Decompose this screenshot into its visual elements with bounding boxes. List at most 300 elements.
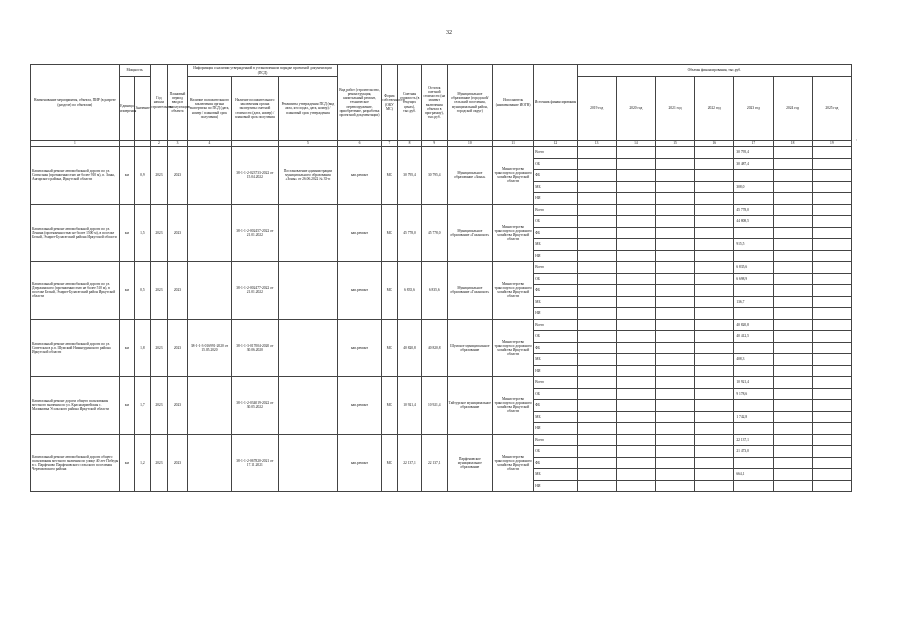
cell-expertise <box>187 262 231 320</box>
cell-amount-empty <box>577 181 616 193</box>
cell-amount-empty <box>812 262 851 274</box>
table-row <box>31 319 852 331</box>
cell-amount-2023: 44 808,5 <box>734 216 773 228</box>
table-row <box>31 262 852 274</box>
cell-amount-empty <box>577 216 616 228</box>
cell-amount-empty <box>773 262 812 274</box>
header-ownership: Форма собственности (ОКУ МС) <box>381 65 398 141</box>
cell-amount-empty <box>577 158 616 170</box>
cell-amount-empty <box>616 331 655 343</box>
cell-amount-empty <box>616 227 655 239</box>
cell-start: 2023 <box>150 377 168 435</box>
cell-source-label: МБ <box>534 296 577 308</box>
cell-amount-empty <box>577 250 616 262</box>
cell-amount-empty <box>812 147 851 159</box>
financing-table-frame <box>30 64 852 548</box>
cell-amount-empty <box>577 434 616 446</box>
cell-amount-2023: 6 835,6 <box>734 262 773 274</box>
cell-executor: Министерство транспорта и дорожного хозяйства Иркутской области <box>493 319 534 377</box>
cell-amount-empty <box>616 411 655 423</box>
cell-reliability: 38-1-1-2-002457-2022 от 21.01.2022 <box>232 204 278 262</box>
cell-amount-empty <box>616 181 655 193</box>
cell-amount-empty <box>812 216 851 228</box>
cell-amount-empty <box>577 480 616 492</box>
cell-amount-empty <box>616 319 655 331</box>
header-expertise: Наличие положительного заключения органа экспертизы по ПСД (дата, номер / плановый срок получения) <box>187 77 231 141</box>
cell-amount-empty <box>773 469 812 481</box>
cell-amount-empty <box>577 469 616 481</box>
cell-amount-empty <box>695 319 734 331</box>
column-number: 13 <box>577 141 616 147</box>
cell-source-label: МБ <box>534 354 577 366</box>
cell-estimate: 45 778,0 <box>398 204 422 262</box>
cell-value: 0,9 <box>135 147 150 205</box>
cell-executor: Министерство транспорта и дорожного хозяйства Иркутской области <box>493 377 534 435</box>
cell-amount-empty <box>773 388 812 400</box>
cell-amount-empty <box>655 308 694 320</box>
cell-amount-empty <box>655 147 694 159</box>
cell-start: 2023 <box>150 319 168 377</box>
cell-amount-empty <box>655 250 694 262</box>
header-approval: Реквизиты утверждения ПСД (вид акта, кто издал, дата, номер) / плановый срок утверждения <box>278 77 338 141</box>
header-psd: Информация о наличии утвержденной в установленном порядке проектной документации (ПСД) <box>187 65 338 77</box>
column-number: 17 <box>734 141 773 147</box>
cell-source-label: Всего <box>534 377 577 389</box>
cell-amount-2023: 30 795,4 <box>734 147 773 159</box>
cell-amount-empty <box>655 342 694 354</box>
cell-amount-empty <box>812 388 851 400</box>
cell-amount-empty <box>577 296 616 308</box>
cell-executor: Министерство транспорта и дорожного хозяйства Иркутской области <box>493 147 534 205</box>
financing-table <box>30 64 852 492</box>
cell-approval <box>278 434 338 492</box>
cell-amount-empty <box>695 480 734 492</box>
cell-executor: Министерство транспорта и дорожного хозяйства Иркутской области <box>493 204 534 262</box>
cell-amount-empty <box>616 434 655 446</box>
cell-amount-empty <box>812 204 851 216</box>
column-number: 10 <box>447 141 492 147</box>
cell-amount-empty <box>655 262 694 274</box>
cell-amount-empty <box>695 331 734 343</box>
column-number: 12 <box>534 141 577 147</box>
header-capacity: Мощность <box>119 65 150 77</box>
cell-name: Капитальный ремонт дороги общего пользования местного значения по ул. Красноармейская с. Малиновка Усольского района Иркутской области <box>31 377 120 435</box>
cell-amount-2023: 10 921,4 <box>734 377 773 389</box>
cell-amount-empty <box>577 400 616 412</box>
cell-amount-empty <box>773 273 812 285</box>
cell-amount-empty <box>616 204 655 216</box>
cell-amount-empty <box>812 457 851 469</box>
cell-amount-empty <box>616 480 655 492</box>
cell-amount-empty <box>773 434 812 446</box>
cell-amount-empty <box>616 365 655 377</box>
cell-amount-empty <box>616 147 655 159</box>
cell-amount-empty <box>773 204 812 216</box>
column-number: 5 <box>278 141 338 147</box>
table-row <box>31 434 852 446</box>
cell-source-label: ОБ <box>534 158 577 170</box>
cell-work: кап.ремонт <box>338 377 381 435</box>
cell-amount-empty <box>695 377 734 389</box>
cell-amount-empty <box>616 446 655 458</box>
cell-remaining: 40 820,8 <box>421 319 447 377</box>
cell-source-label: ОБ <box>534 216 577 228</box>
cell-amount-2023 <box>734 365 773 377</box>
cell-amount-empty <box>695 434 734 446</box>
cell-amount-empty <box>812 446 851 458</box>
cell-amount-2023: 30 487,4 <box>734 158 773 170</box>
cell-amount-empty <box>812 158 851 170</box>
cell-amount-empty <box>655 446 694 458</box>
cell-own: МС <box>381 262 398 320</box>
cell-amount-empty <box>773 147 812 159</box>
table-row <box>31 204 852 216</box>
cell-amount-2023: 40 820,8 <box>734 319 773 331</box>
cell-amount-empty <box>577 308 616 320</box>
cell-source-label: Всего <box>534 434 577 446</box>
cell-amount-empty <box>773 423 812 435</box>
table-body <box>31 141 852 492</box>
cell-amount-empty <box>773 308 812 320</box>
cell-amount-empty <box>655 296 694 308</box>
header-unit: Единица измерения <box>119 77 134 141</box>
column-number: 2 <box>150 141 168 147</box>
cell-remaining: 6 835,6 <box>421 262 447 320</box>
cell-amount-empty <box>577 239 616 251</box>
column-number: 7 <box>381 141 398 147</box>
header-year-2019: 2019 год <box>577 77 616 141</box>
column-number: 16 <box>695 141 734 147</box>
cell-amount-empty <box>812 423 851 435</box>
cell-work: кап.ремонт <box>338 434 381 492</box>
cell-amount-empty <box>773 480 812 492</box>
header-year-2022: 2022 год <box>695 77 734 141</box>
cell-source-label: МБ <box>534 469 577 481</box>
cell-amount-2023: 136,7 <box>734 296 773 308</box>
cell-amount-empty <box>812 193 851 205</box>
cell-amount-empty <box>655 354 694 366</box>
cell-reliability: 38-1-1-2-002477-2022 от 21.01.2022 <box>232 262 278 320</box>
header-remaining: Остаток сметной стоимости (на момент включения объекта в программу), тыс.руб. <box>421 65 447 141</box>
cell-amount-empty <box>695 204 734 216</box>
cell-amount-empty <box>812 273 851 285</box>
cell-amount-empty <box>695 158 734 170</box>
cell-amount-empty <box>577 377 616 389</box>
header-year-2024: 2024 год <box>773 77 812 141</box>
cell-amount-empty <box>695 239 734 251</box>
cell-municipality: Шумское муниципальное образование <box>447 319 492 377</box>
cell-amount-empty <box>655 319 694 331</box>
cell-amount-empty <box>695 250 734 262</box>
cell-amount-empty <box>655 193 694 205</box>
cell-amount-empty <box>773 354 812 366</box>
column-number: 19 <box>812 141 851 147</box>
cell-amount-empty <box>812 400 851 412</box>
cell-amount-empty <box>695 457 734 469</box>
cell-amount-empty <box>773 457 812 469</box>
header-source: Источник финансирования <box>534 65 577 141</box>
cell-amount-2023: 40 412,5 <box>734 331 773 343</box>
cell-amount-empty <box>616 170 655 182</box>
header-year-2025: 2025 год <box>812 77 851 141</box>
cell-amount-empty <box>577 388 616 400</box>
cell-amount-empty <box>695 469 734 481</box>
column-number: 4 <box>187 141 231 147</box>
cell-amount-empty <box>812 227 851 239</box>
header-funding: Объемы финансирования, тыс.руб. <box>577 65 851 77</box>
column-number: 6 <box>338 141 381 147</box>
cell-amount-2023: 22 137,1 <box>734 434 773 446</box>
cell-estimate: 10 921,4 <box>398 377 422 435</box>
cell-amount-empty <box>812 308 851 320</box>
cell-source-label: НИ <box>534 365 577 377</box>
cell-own: МС <box>381 147 398 205</box>
header-year-2023: 2023 год <box>734 77 773 141</box>
cell-amount-2023: 1 742,8 <box>734 411 773 423</box>
cell-amount-empty <box>655 400 694 412</box>
cell-source-label: НИ <box>534 480 577 492</box>
table-row <box>31 377 852 389</box>
cell-reliability: 38-1-1-2-034019-2022 от 30.05.2022 <box>232 377 278 435</box>
cell-value: 1,7 <box>135 377 150 435</box>
cell-own: МС <box>381 434 398 492</box>
cell-approval <box>278 262 338 320</box>
cell-amount-empty <box>773 331 812 343</box>
cell-amount-empty <box>616 250 655 262</box>
cell-executor: Министерство транспорта и дорожного хозяйства Иркутской области <box>493 262 534 320</box>
cell-amount-empty <box>773 296 812 308</box>
cell-amount-2023 <box>734 227 773 239</box>
cell-name: Капитальный ремонт автомобильной дороги по ул. Дзержинского (протяженностью не более 510 м), в поселке Белый, Эхирит-Булагатский район Иркутской области <box>31 262 120 320</box>
cell-remaining: 22 137,1 <box>421 434 447 492</box>
cell-amount-empty <box>695 147 734 159</box>
table-row <box>31 147 852 159</box>
column-number: 9 <box>421 141 447 147</box>
cell-amount-empty <box>773 170 812 182</box>
cell-amount-2023: 6 698,9 <box>734 273 773 285</box>
cell-unit: км <box>119 204 134 262</box>
cell-work: кап.ремонт <box>338 147 381 205</box>
header-executor: Исполнитель (наименование ИОГВ) <box>493 65 534 141</box>
header-row-1 <box>31 65 852 77</box>
cell-source-label: Всего <box>534 319 577 331</box>
cell-amount-empty <box>655 239 694 251</box>
cell-municipality: Тайтурское муниципальное образование <box>447 377 492 435</box>
cell-amount-empty <box>695 193 734 205</box>
cell-amount-2023: 664,1 <box>734 469 773 481</box>
cell-amount-empty <box>616 377 655 389</box>
cell-unit: км <box>119 434 134 492</box>
cell-amount-empty <box>577 365 616 377</box>
cell-amount-empty <box>695 365 734 377</box>
column-number: 3 <box>168 141 188 147</box>
cell-amount-empty <box>655 388 694 400</box>
cell-remaining: 10 921,4 <box>421 377 447 435</box>
cell-estimate: 40 820,8 <box>398 319 422 377</box>
column-number: 11 <box>493 141 534 147</box>
cell-amount-empty <box>695 388 734 400</box>
cell-amount-empty <box>695 446 734 458</box>
cell-source-label: ФБ <box>534 227 577 239</box>
cell-amount-empty <box>577 204 616 216</box>
cell-amount-2023 <box>734 170 773 182</box>
cell-unit: км <box>119 377 134 435</box>
cell-amount-empty <box>812 239 851 251</box>
cell-amount-empty <box>695 400 734 412</box>
cell-own: МС <box>381 204 398 262</box>
cell-amount-2023 <box>734 193 773 205</box>
cell-amount-empty <box>812 296 851 308</box>
cell-value: 1,2 <box>135 434 150 492</box>
cell-amount-empty <box>773 342 812 354</box>
cell-amount-empty <box>812 170 851 182</box>
cell-amount-empty <box>577 411 616 423</box>
cell-amount-empty <box>812 354 851 366</box>
cell-amount-empty <box>616 239 655 251</box>
cell-amount-empty <box>616 296 655 308</box>
cell-amount-empty <box>577 170 616 182</box>
cell-estimate: 22 137,1 <box>398 434 422 492</box>
cell-reliability: 38-1-1-3-017004-2020 от 30.06.2020 <box>232 319 278 377</box>
cell-start: 2023 <box>150 434 168 492</box>
cell-amount-empty <box>695 262 734 274</box>
cell-amount-empty <box>812 342 851 354</box>
cell-amount-empty <box>695 296 734 308</box>
cell-amount-empty <box>773 446 812 458</box>
column-number: 8 <box>398 141 422 147</box>
cell-expertise: 38-1-1-3-016991-2020 от 15.05.2020 <box>187 319 231 377</box>
cell-name: Капитальный ремонт автомобильной дороги по ул. Ленина (протяженностью не более 1500 м), в поселке Белый, Эхирит-Булагатский района Иркутской области <box>31 204 120 262</box>
cell-end: 2023 <box>168 434 188 492</box>
cell-amount-empty <box>577 193 616 205</box>
cell-value: 1,5 <box>135 204 150 262</box>
cell-amount-empty <box>577 227 616 239</box>
cell-source-label: НИ <box>534 193 577 205</box>
cell-amount-empty <box>695 308 734 320</box>
cell-amount-empty <box>577 273 616 285</box>
header-name: Наименование мероприятия, объекта, ПИР (в разрезе (разделе) по объектам) <box>31 65 120 141</box>
cell-amount-2023 <box>734 423 773 435</box>
cell-amount-empty <box>655 457 694 469</box>
cell-amount-empty <box>812 434 851 446</box>
cell-amount-empty <box>773 411 812 423</box>
cell-amount-2023 <box>734 480 773 492</box>
cell-amount-empty <box>655 158 694 170</box>
cell-end: 2023 <box>168 147 188 205</box>
cell-amount-empty <box>616 469 655 481</box>
cell-amount-empty <box>577 354 616 366</box>
cell-source-label: ОБ <box>534 446 577 458</box>
cell-amount-empty <box>773 250 812 262</box>
cell-amount-empty <box>812 331 851 343</box>
cell-amount-empty <box>773 319 812 331</box>
cell-end: 2023 <box>168 319 188 377</box>
header-value: Значение <box>135 77 150 141</box>
cell-name: Капитальный ремонт автомобильной дороги по ул. Совхозная (протяженностью не более 910 м), п. Зоны, Ангарского района, Иркутской области <box>31 147 120 205</box>
cell-amount-empty <box>773 158 812 170</box>
cell-expertise <box>187 204 231 262</box>
cell-source-label: ФБ <box>534 400 577 412</box>
cell-value: 0,5 <box>135 262 150 320</box>
cell-amount-empty <box>577 147 616 159</box>
cell-amount-empty <box>577 331 616 343</box>
page-number: 32 <box>446 30 452 36</box>
cell-amount-empty <box>695 170 734 182</box>
cell-source-label: ФБ <box>534 457 577 469</box>
cell-executor: Министерство транспорта и дорожного хозяйства Иркутской области <box>493 434 534 492</box>
cell-amount-empty <box>695 181 734 193</box>
cell-amount-empty <box>655 227 694 239</box>
cell-amount-empty <box>773 239 812 251</box>
cell-name: Капитальный ремонт автомобильной дороги по ул. Советская в р.п. Шумский Нижнеудинского района Иркутской области <box>31 319 120 377</box>
cell-amount-2023: 9 178,6 <box>734 388 773 400</box>
cell-amount-empty <box>695 216 734 228</box>
header-start-year: Год начала строительства <box>150 65 168 141</box>
cell-amount-empty <box>812 319 851 331</box>
cell-source-label: ФБ <box>534 342 577 354</box>
cell-amount-empty <box>655 434 694 446</box>
cell-amount-empty <box>655 480 694 492</box>
cell-amount-empty <box>812 250 851 262</box>
header-municipality: Муниципальное образование (городской/сельский поселения, муниципальный район, городской округ) <box>447 65 492 141</box>
cell-amount-empty <box>616 193 655 205</box>
header-estimate: Сметная стоимость (в текущих ценах), тыс.руб. <box>398 65 422 141</box>
cell-start: 2023 <box>150 204 168 262</box>
cell-remaining: 45 778,0 <box>421 204 447 262</box>
cell-amount-empty <box>577 342 616 354</box>
cell-source-label: МБ <box>534 411 577 423</box>
cell-end: 2023 <box>168 262 188 320</box>
cell-amount-empty <box>695 227 734 239</box>
cell-amount-empty <box>773 285 812 297</box>
cell-amount-empty <box>655 216 694 228</box>
cell-amount-2023 <box>734 457 773 469</box>
cell-amount-empty <box>616 388 655 400</box>
cell-amount-empty <box>655 377 694 389</box>
cell-amount-empty <box>577 446 616 458</box>
cell-source-label: НИ <box>534 250 577 262</box>
cell-approval <box>278 377 338 435</box>
cell-amount-empty <box>616 400 655 412</box>
cell-unit: км <box>119 319 134 377</box>
cell-amount-empty <box>616 308 655 320</box>
cell-amount-empty <box>655 273 694 285</box>
cell-amount-empty <box>616 354 655 366</box>
cell-amount-empty <box>655 423 694 435</box>
cell-amount-empty <box>773 216 812 228</box>
cell-amount-empty <box>695 354 734 366</box>
cell-source-label: НИ <box>534 308 577 320</box>
cell-amount-empty <box>655 365 694 377</box>
cell-amount-empty <box>655 181 694 193</box>
cell-source-label: МБ <box>534 239 577 251</box>
cell-amount-empty <box>773 193 812 205</box>
cell-amount-empty <box>812 411 851 423</box>
cell-amount-empty <box>616 273 655 285</box>
cell-amount-empty <box>655 411 694 423</box>
cell-municipality: Муниципальное образование «Гаханское» <box>447 262 492 320</box>
cell-amount-2023: 45 778,0 <box>734 204 773 216</box>
cell-amount-2023 <box>734 250 773 262</box>
cell-amount-empty <box>577 262 616 274</box>
cell-amount-2023: 915,5 <box>734 239 773 251</box>
cell-start: 2023 <box>150 147 168 205</box>
cell-amount-empty <box>812 181 851 193</box>
column-number: 14 <box>616 141 655 147</box>
cell-own: МС <box>381 319 398 377</box>
cell-amount-empty <box>616 158 655 170</box>
cell-source-label: НИ <box>534 423 577 435</box>
